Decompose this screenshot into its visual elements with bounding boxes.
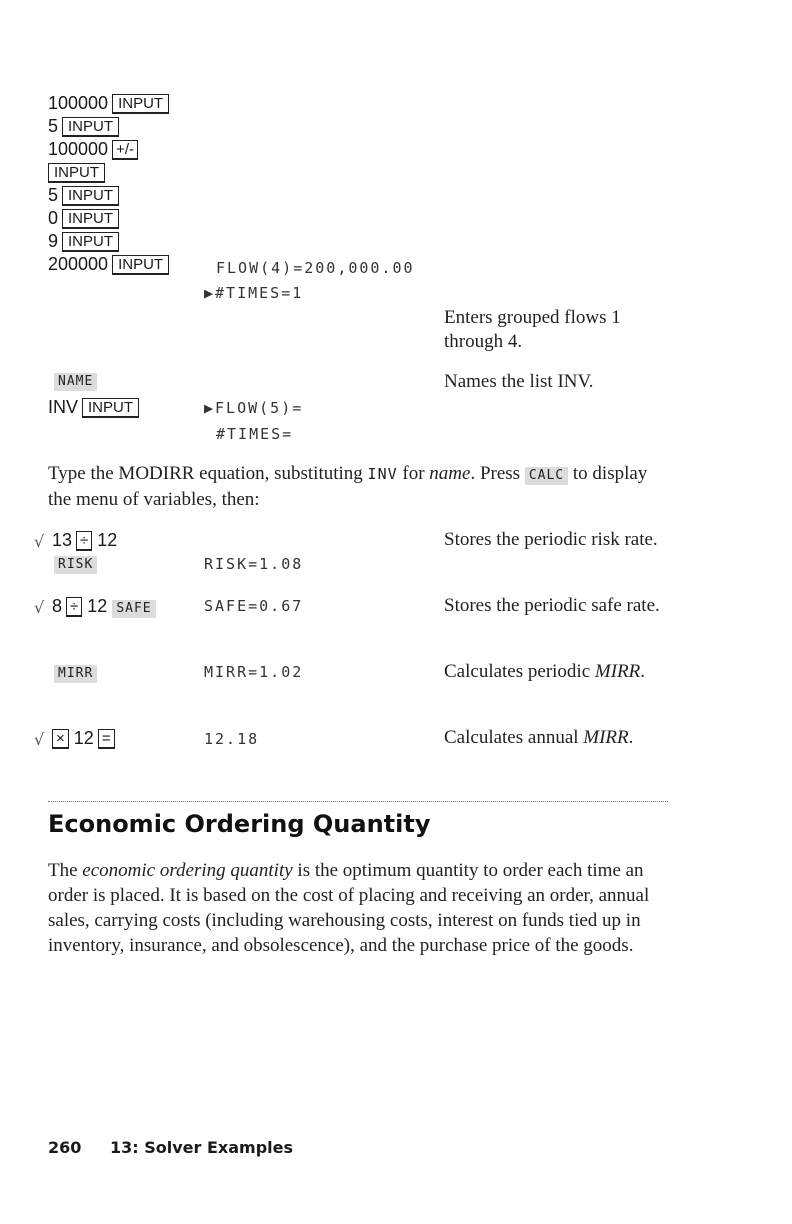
- annual-keystroke-line: × 12 =: [48, 727, 115, 750]
- equals-key: =: [98, 729, 115, 749]
- display-risk: RISK=1.08: [204, 555, 304, 573]
- desc-grouped-flows: Enters grouped flows 1 through 4.: [444, 307, 621, 352]
- instruction-paragraph: Type the MODIRR equation, substituting INV for name. Press CALC to display the menu of variables, then:: [48, 463, 648, 510]
- keystroke-value: 5: [48, 116, 59, 136]
- change-sign-key: +/-: [112, 140, 138, 160]
- display-times1: ▶#TIMES=1: [204, 284, 304, 302]
- input-key: INPUT: [62, 186, 119, 206]
- keystroke-value: 5: [48, 185, 59, 205]
- page-number: 260: [48, 1138, 82, 1157]
- input-key: INPUT: [112, 94, 169, 114]
- desc-risk: Stores the periodic risk rate.: [444, 529, 658, 550]
- keystroke-line-8: [48, 253, 169, 276]
- input-key: INPUT: [82, 398, 139, 418]
- name-menu-key: NAME: [54, 372, 97, 391]
- keystroke-line-4: [44, 161, 105, 184]
- calc-menu-key: CALC: [525, 467, 568, 485]
- keystroke-value: 200000: [48, 254, 109, 274]
- section-paragraph: The economic ordering quantity is the optimum quantity to order each time an order is placed. It is based on the cost of placing and receiving an order, annual sales, carrying costs (including warehousing costs, interest on funds tied up in inventory, insurance, and obsolescence), and the purchase price of the goods.: [48, 860, 650, 956]
- keystroke-line-7: [48, 230, 119, 253]
- keystroke-line-1: [48, 92, 169, 115]
- check-mark-icon: √: [34, 598, 45, 617]
- check-mark-icon: √: [34, 532, 45, 551]
- mirr-menu-key: MIRR: [54, 664, 97, 683]
- keystroke-line-3: [48, 138, 138, 161]
- display-safe: SAFE=0.67: [204, 597, 304, 615]
- display-times-blank: #TIMES=: [216, 425, 294, 443]
- keystroke-value: 100000: [48, 139, 109, 159]
- desc-safe: Stores the periodic safe rate.: [444, 595, 660, 616]
- input-key: INPUT: [112, 255, 169, 275]
- input-key: INPUT: [62, 209, 119, 229]
- inv-value: INV: [48, 397, 79, 417]
- keystroke-value: 100000: [48, 93, 109, 113]
- keystroke-line-6: [48, 207, 119, 230]
- keystroke-line-2: [48, 115, 119, 138]
- inv-keystroke-line: [48, 396, 139, 419]
- divide-key: ÷: [66, 597, 82, 617]
- section-title: Economic Ordering Quantity: [48, 810, 431, 838]
- risk-menu-key: RISK: [54, 555, 97, 574]
- chapter-title: 13: Solver Examples: [110, 1138, 294, 1157]
- input-key: INPUT: [62, 117, 119, 137]
- safe-keystroke-line: 8 ÷ 12 SAFE: [52, 595, 156, 618]
- display-flow5: ▶FLOW(5)=: [204, 399, 304, 417]
- desc-mirr: Calculates periodic MIRR.: [444, 661, 646, 682]
- section-divider: [48, 801, 668, 802]
- name-italic: name: [429, 463, 471, 484]
- safe-menu-key: SAFE: [112, 600, 155, 618]
- input-key: INPUT: [62, 232, 119, 252]
- display-mirr: MIRR=1.02: [204, 663, 304, 681]
- keystroke-line-5: [48, 184, 119, 207]
- divide-key: ÷: [76, 531, 92, 551]
- keystroke-value: 0: [48, 208, 59, 228]
- check-mark-icon: √: [34, 730, 45, 749]
- keystroke-value: 9: [48, 231, 59, 251]
- risk-keystroke-line: 13 ÷ 12: [52, 530, 118, 550]
- term-italic: economic ordering quantity: [82, 860, 293, 881]
- display-flow4: FLOW(4)=200,000.00: [216, 259, 415, 277]
- display-annual: 12.18: [204, 730, 260, 748]
- inv-inline: INV: [367, 465, 398, 483]
- desc-annual: Calculates annual MIRR.: [444, 727, 634, 748]
- multiply-key: ×: [52, 729, 69, 749]
- desc-names-list: Names the list INV.: [444, 371, 594, 392]
- input-key: INPUT: [48, 163, 105, 183]
